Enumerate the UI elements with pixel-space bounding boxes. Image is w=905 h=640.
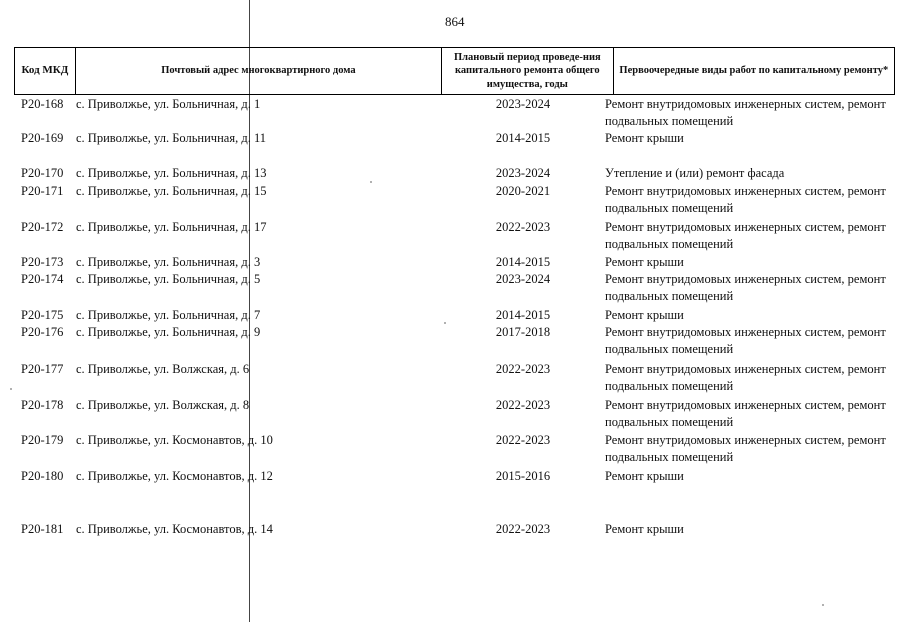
row-works: Ремонт крыши bbox=[605, 255, 684, 269]
row-works: Ремонт внутридомовых инженерных систем, ремонт подвальных помещений bbox=[605, 325, 886, 356]
header-code: Код МКД bbox=[21, 64, 69, 77]
row-code: Р20-179 bbox=[21, 433, 64, 447]
row-period: 2014-2015 bbox=[495, 255, 551, 269]
row-works: Ремонт внутридомовых инженерных систем, ремонт подвальных помещений bbox=[605, 220, 886, 251]
row-works: Ремонт крыши bbox=[605, 469, 684, 483]
scan-speck bbox=[10, 388, 12, 390]
row-address: с. Приволжье, ул. Больничная, д. 11 bbox=[76, 131, 266, 145]
row-works: Ремонт внутридомовых инженерных систем, ремонт подвальных помещений bbox=[605, 433, 886, 464]
row-code: Р20-168 bbox=[21, 97, 64, 111]
row-period: 2014-2015 bbox=[495, 308, 551, 322]
row-works: Ремонт крыши bbox=[605, 308, 684, 322]
row-works: Ремонт крыши bbox=[605, 522, 684, 536]
row-address: с. Приволжье, ул. Космонавтов, д. 10 bbox=[76, 433, 273, 447]
row-code: Р20-171 bbox=[21, 184, 64, 198]
row-works: Ремонт внутридомовых инженерных систем, ремонт подвальных помещений bbox=[605, 184, 886, 215]
row-works: Ремонт внутридомовых инженерных систем, ремонт подвальных помещений bbox=[605, 362, 886, 393]
row-period: 2023-2024 bbox=[495, 166, 551, 180]
row-code: Р20-178 bbox=[21, 398, 64, 412]
row-period: 2017-2018 bbox=[495, 325, 551, 339]
scan-speck bbox=[822, 604, 824, 606]
row-code: Р20-177 bbox=[21, 362, 64, 376]
page-number: 864 bbox=[445, 14, 465, 29]
row-works: Ремонт внутридомовых инженерных систем, ремонт подвальных помещений bbox=[605, 97, 886, 128]
scan-speck bbox=[444, 322, 446, 324]
table-header bbox=[14, 47, 895, 95]
row-period: 2022-2023 bbox=[495, 220, 551, 234]
row-address: с. Приволжье, ул. Больничная, д. 1 bbox=[76, 97, 261, 111]
row-period: 2022-2023 bbox=[495, 398, 551, 412]
row-address: с. Приволжье, ул. Космонавтов, д. 14 bbox=[76, 522, 273, 536]
row-works: Утепление и (или) ремонт фасада bbox=[605, 166, 785, 180]
row-code: Р20-173 bbox=[21, 255, 64, 269]
row-period: 2022-2023 bbox=[495, 522, 551, 536]
row-address: с. Приволжье, ул. Волжская, д. 6 bbox=[76, 362, 250, 376]
row-code: Р20-181 bbox=[21, 522, 64, 536]
row-works: Ремонт внутридомовых инженерных систем, ремонт подвальных помещений bbox=[605, 272, 886, 303]
row-address: с. Приволжье, ул. Больничная, д. 5 bbox=[76, 272, 261, 286]
header-works: Первоочередные виды работ по капитальному ремонту* bbox=[613, 48, 894, 94]
row-address: с. Приволжье, ул. Космонавтов, д. 12 bbox=[76, 469, 273, 483]
row-address: с. Приволжье, ул. Больничная, д. 17 bbox=[76, 220, 267, 234]
row-period: 2022-2023 bbox=[495, 433, 551, 447]
row-code: Р20-174 bbox=[21, 272, 64, 286]
row-address: с. Приволжье, ул. Больничная, д. 13 bbox=[76, 166, 267, 180]
row-period: 2015-2016 bbox=[495, 469, 551, 483]
row-code: Р20-172 bbox=[21, 220, 64, 234]
scan-speck bbox=[370, 181, 372, 183]
row-code: Р20-170 bbox=[21, 166, 64, 180]
header-address: Почтовый адрес многоквартирного дома bbox=[75, 48, 441, 94]
row-code: Р20-180 bbox=[21, 469, 64, 483]
row-period: 2020-2021 bbox=[495, 184, 551, 198]
row-code: Р20-176 bbox=[21, 325, 64, 339]
row-period: 2023-2024 bbox=[495, 272, 551, 286]
row-works: Ремонт крыши bbox=[605, 131, 684, 145]
row-period: 2023-2024 bbox=[495, 97, 551, 111]
row-code: Р20-175 bbox=[21, 308, 64, 322]
row-code: Р20-169 bbox=[21, 131, 64, 145]
row-period: 2022-2023 bbox=[495, 362, 551, 376]
row-address: с. Приволжье, ул. Больничная, д. 15 bbox=[76, 184, 267, 198]
row-address: с. Приволжье, ул. Больничная, д. 3 bbox=[76, 255, 261, 269]
row-address: с. Приволжье, ул. Больничная, д. 9 bbox=[76, 325, 261, 339]
row-address: с. Приволжье, ул. Больничная, д. 7 bbox=[76, 308, 261, 322]
row-works: Ремонт внутридомовых инженерных систем, ремонт подвальных помещений bbox=[605, 398, 886, 429]
header-period: Плановый период проведе-ния капитального ремонта общего имущества, годы bbox=[441, 48, 613, 94]
row-address: с. Приволжье, ул. Волжская, д. 8 bbox=[76, 398, 250, 412]
row-period: 2014-2015 bbox=[495, 131, 551, 145]
